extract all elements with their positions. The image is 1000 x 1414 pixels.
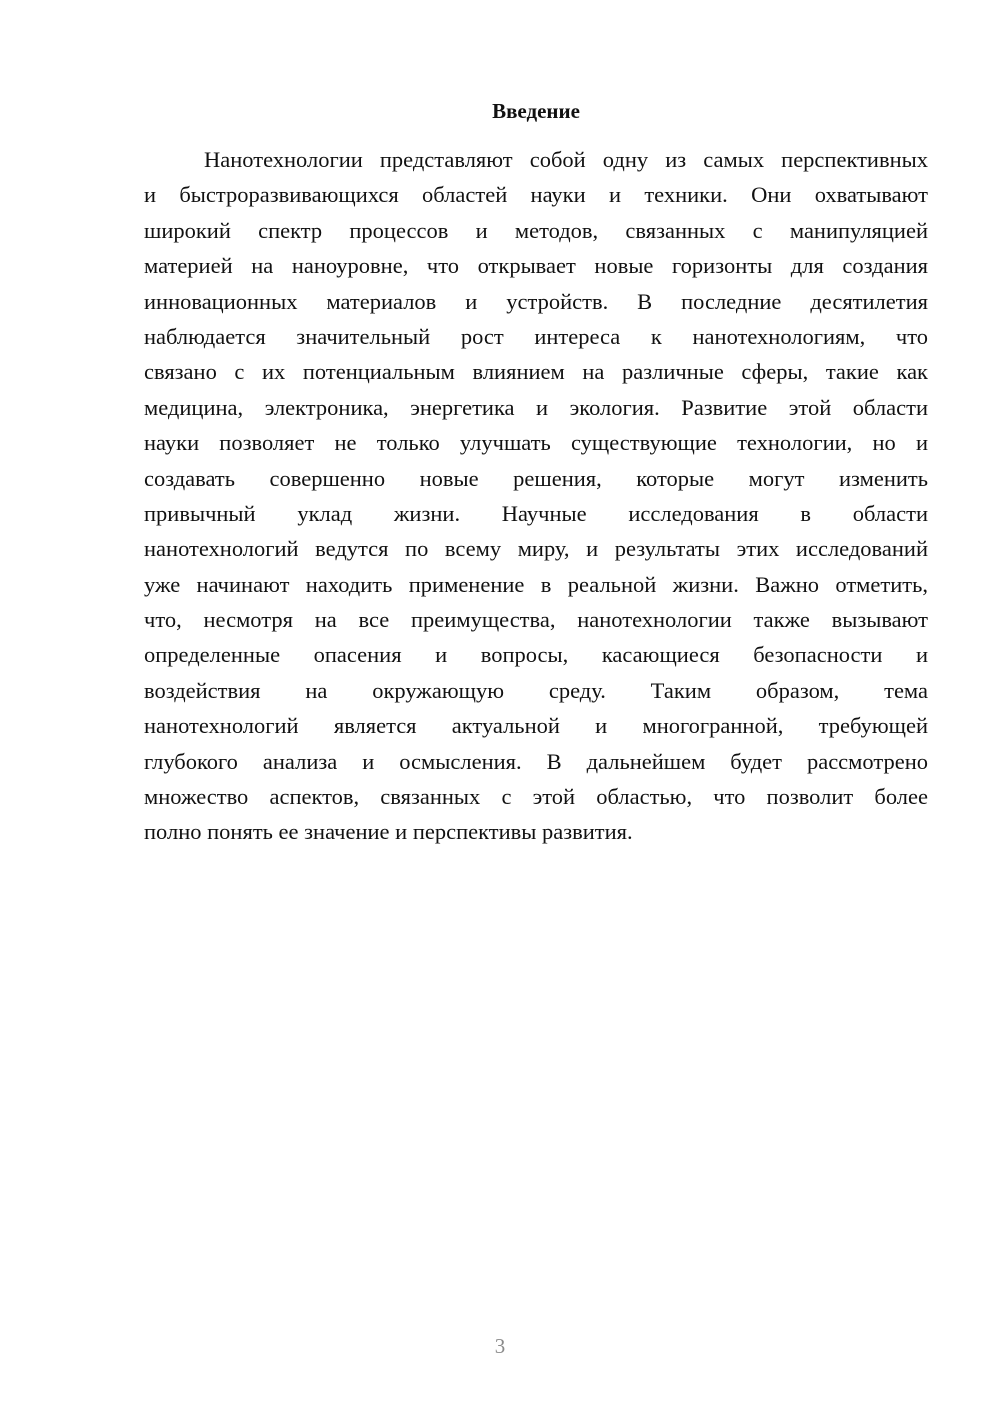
paragraph-line: науки позволяет не только улучшать существующие технологии, но и — [144, 430, 928, 456]
paragraph-line: уже начинают находить применение в реальной жизни. Важно отметить, — [144, 571, 928, 597]
paragraph-line: нанотехнологий является актуальной и многогранной, требующей — [144, 713, 928, 739]
paragraph-line: наблюдается значительный рост интереса к нанотехнологиям, что — [144, 323, 928, 349]
paragraph-line: связано с их потенциальным влиянием на различные сферы, такие как — [144, 359, 928, 385]
paragraph-line: глубокого анализа и осмысления. В дальнейшем будет рассмотрено — [144, 748, 928, 774]
paragraph-line: Нанотехнологии представляют собой одну из самых перспективных — [204, 147, 928, 172]
paragraph-line: и быстроразвивающихся областей науки и техники. Они охватывают — [144, 182, 928, 208]
paragraph-line: материей на наноуровне, что открывает новые горизонты для создания — [144, 253, 928, 279]
paragraph-line: воздействия на окружающую среду. Таким образом, тема — [144, 677, 928, 703]
paragraph-line: медицина, электроника, энергетика и экология. Развитие этой области — [144, 394, 928, 420]
page-number: 3 — [494, 1334, 506, 1358]
section-heading: Введение — [492, 99, 580, 123]
paragraph-line: множество аспектов, связанных с этой областью, что позволит более — [144, 784, 928, 810]
paragraph-line: инновационных материалов и устройств. В последние десятилетия — [144, 288, 928, 314]
intro-paragraph — [144, 142, 928, 850]
paragraph-line: нанотехнологий ведутся по всему миру, и результаты этих исследований — [144, 536, 928, 562]
paragraph-line: что, несмотря на все преимущества, нанотехнологии также вызывают — [144, 607, 928, 633]
paragraph-line: определенные опасения и вопросы, касающиеся безопасности и — [144, 642, 928, 668]
paragraph-line: полно понять ее значение и перспективы развития. — [144, 819, 633, 845]
paragraph-line: широкий спектр процессов и методов, связанных с манипуляцией — [144, 217, 928, 243]
paragraph-line: привычный уклад жизни. Научные исследования в области — [144, 500, 928, 526]
paragraph-line: создавать совершенно новые решения, которые могут изменить — [144, 465, 928, 491]
